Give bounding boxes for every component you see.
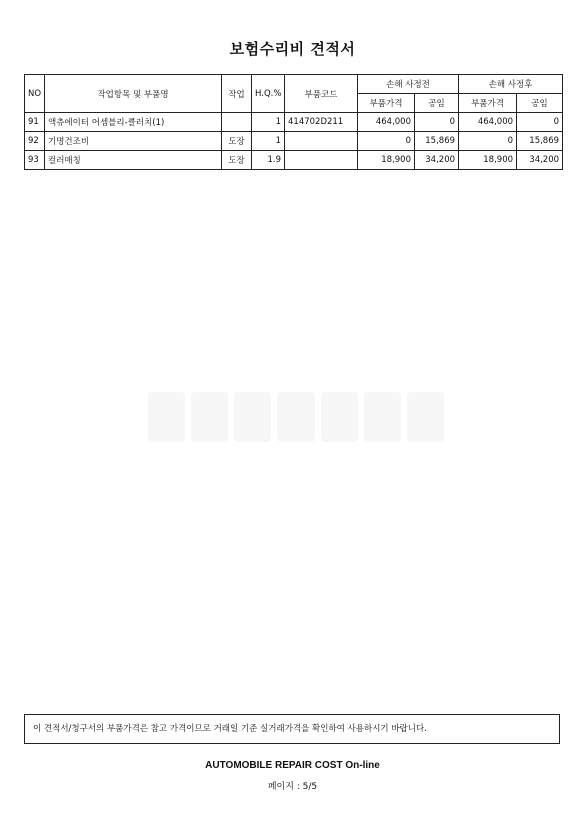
cell-work (222, 113, 252, 132)
table-row (25, 151, 563, 170)
header-before-part-price: 부품가격 (358, 94, 415, 113)
cell-after-labor: 34,200 (517, 151, 563, 170)
cell-no: 92 (25, 132, 45, 151)
header-work: 작업 (222, 75, 252, 113)
header-item: 작업항목 및 부품명 (45, 75, 222, 113)
cell-before-part: 0 (358, 132, 415, 151)
header-no: NO (25, 75, 45, 113)
cell-no: 91 (25, 113, 45, 132)
cell-code: 414702D211 (285, 113, 358, 132)
header-after-group: 손해 사정후 (459, 75, 563, 94)
cell-before-labor: 15,869 (415, 132, 459, 151)
header-before-group: 손해 사정전 (358, 75, 459, 94)
estimate-table (24, 74, 563, 170)
cell-code (285, 151, 358, 170)
table-row (25, 132, 563, 151)
cell-hq: 1.9 (252, 151, 285, 170)
cell-hq: 1 (252, 132, 285, 151)
cell-work: 도장 (222, 132, 252, 151)
cell-after-labor: 0 (517, 113, 563, 132)
cell-code (285, 132, 358, 151)
cell-work: 도장 (222, 151, 252, 170)
table-row (25, 113, 563, 132)
watermark-logo (148, 392, 444, 442)
page-number: 페이지 : 5/5 (267, 782, 318, 792)
header-code: 부품코드 (285, 75, 358, 113)
cell-no: 93 (25, 151, 45, 170)
header-before-labor: 공임 (415, 94, 459, 113)
cell-item: 액츄에이터 어셈블리-클러치(1) (45, 113, 222, 132)
cell-before-part: 464,000 (358, 113, 415, 132)
cell-item: 기명건조비 (45, 132, 222, 151)
cell-after-labor: 15,869 (517, 132, 563, 151)
notice-box: 이 견적서/청구서의 부품가격은 참고 가격이므로 거래일 기준 실거래가격을 확인하여 사용하시기 바랍니다. (24, 714, 560, 744)
header-hq: H.Q.% (252, 75, 285, 113)
cell-after-part: 464,000 (459, 113, 517, 132)
cell-hq: 1 (252, 113, 285, 132)
cell-before-part: 18,900 (358, 151, 415, 170)
cell-after-part: 0 (459, 132, 517, 151)
cell-before-labor: 0 (415, 113, 459, 132)
header-after-labor: 공임 (517, 94, 563, 113)
cell-after-part: 18,900 (459, 151, 517, 170)
cell-before-labor: 34,200 (415, 151, 459, 170)
footer-title: AUTOMOBILE REPAIR COST On-line (205, 760, 380, 771)
cell-item: 컬러매칭 (45, 151, 222, 170)
header-after-part-price: 부품가격 (459, 94, 517, 113)
document-title: 보험수리비 견적서 (229, 40, 356, 58)
